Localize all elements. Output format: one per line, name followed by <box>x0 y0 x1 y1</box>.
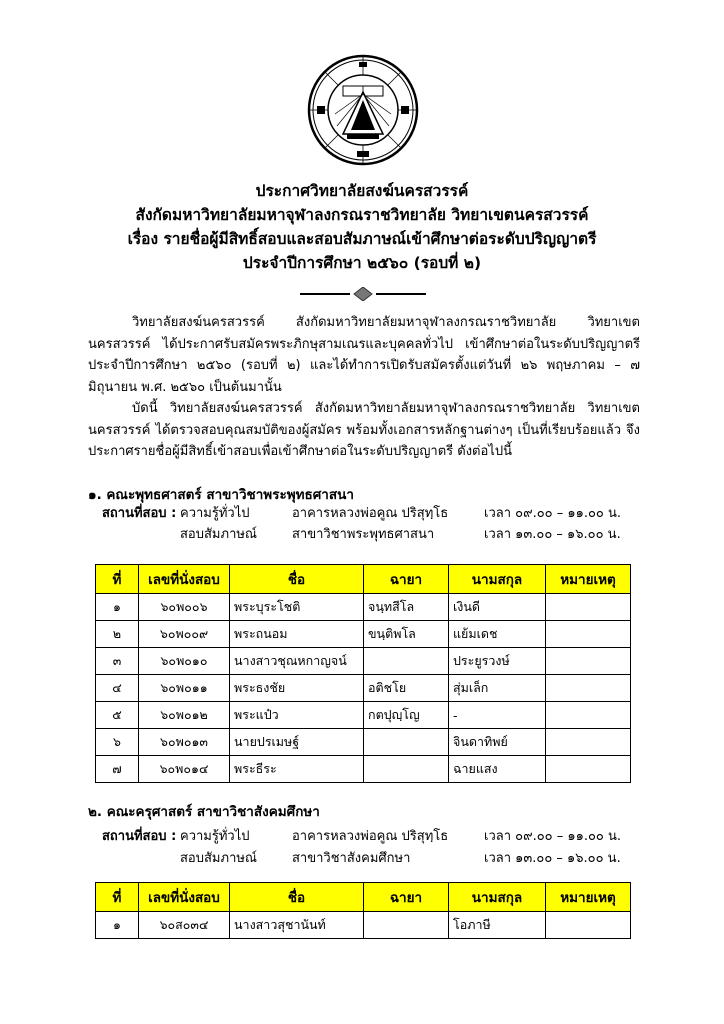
announcement-affiliation: สังกัดมหาวิทยาลัยมหาจุฬาลงกรณราชวิทยาลัย วิทยาเขตนครสวรรค์ <box>135 206 589 224</box>
col-header-name: ชื่อ <box>230 883 364 912</box>
exam-type: ความรู้ทั่วไป <box>180 506 250 521</box>
cell-chaya <box>364 756 449 783</box>
table-row <box>96 702 631 729</box>
exam-time: เวลา ๐๙.๐๐ – ๑๑.๐๐ น. <box>484 506 622 521</box>
candidate-table <box>95 882 631 939</box>
cell-no: ๕ <box>96 702 139 729</box>
exam-place: อาคารหลวงพ่อคูณ ปริสุทฺโธ <box>292 506 449 521</box>
table-row <box>96 675 631 702</box>
col-header-surname: นามสกุล <box>449 883 546 912</box>
table-row <box>96 621 631 648</box>
venue-label: สถานที่สอบ : <box>102 506 177 521</box>
cell-name: พระธีระ <box>230 756 364 783</box>
exam-time: เวลา ๑๓.๐๐ – ๑๖.๐๐ น. <box>484 527 621 542</box>
cell-chaya <box>364 912 449 939</box>
col-header-chaya: ฉายา <box>364 565 449 594</box>
cell-no: ๓ <box>96 648 139 675</box>
section-title: ๑. คณะพุทธศาสตร์ สาขาวิชาพระพุทธศาสนา <box>88 487 354 503</box>
col-header-no: ที่ <box>96 565 139 594</box>
col-header-no: ที่ <box>96 883 139 912</box>
cell-surname: ประยูรวงษ์ <box>449 648 546 675</box>
table-row <box>96 594 631 621</box>
exam-venue-row <box>96 502 656 522</box>
table-row <box>96 648 631 675</box>
cell-name: พระแป๋ว <box>230 702 364 729</box>
cell-surname: แย้มเดช <box>449 621 546 648</box>
cell-no: ๔ <box>96 675 139 702</box>
cell-name: พระถนอม <box>230 621 364 648</box>
table-header-row <box>96 883 631 912</box>
exam-type: สอบสัมภาษณ์ <box>180 851 257 866</box>
col-header-seat: เลขที่นั่งสอบ <box>139 565 230 594</box>
table-row <box>96 756 631 783</box>
exam-venue-row <box>96 825 656 845</box>
cell-chaya: อติชโย <box>364 675 449 702</box>
cell-seat: ๖๐พ๐๑๐ <box>139 648 230 675</box>
col-header-chaya: ฉายา <box>364 883 449 912</box>
cell-remark <box>546 621 631 648</box>
cell-seat: ๖๐พ๐๑๒ <box>139 702 230 729</box>
cell-chaya <box>364 648 449 675</box>
table-row <box>96 912 631 939</box>
cell-name: พระธงชัย <box>230 675 364 702</box>
exam-venue-row <box>96 523 656 543</box>
cell-name: นางสาวสุชานันท์ <box>230 912 364 939</box>
cell-seat: ๖๐พ๐๐๙ <box>139 621 230 648</box>
cell-surname: เงินดี <box>449 594 546 621</box>
cell-surname: โอภาษี <box>449 912 546 939</box>
exam-place: สาขาวิชาพระพุทธศาสนา <box>292 527 435 542</box>
cell-chaya: จนฺทสีโล <box>364 594 449 621</box>
col-header-surname: นามสกุล <box>449 565 546 594</box>
university-seal-icon <box>307 54 419 166</box>
cell-remark <box>546 912 631 939</box>
table-header-row <box>96 565 631 594</box>
cell-remark <box>546 594 631 621</box>
cell-no: ๑ <box>96 594 139 621</box>
cell-chaya: ขนฺติพโล <box>364 621 449 648</box>
cell-surname: จินดาทิพย์ <box>449 729 546 756</box>
cell-chaya <box>364 729 449 756</box>
cell-seat: ๖๐พ๐๑๑ <box>139 675 230 702</box>
ornament-divider <box>298 287 428 301</box>
announcement-paragraph: บัดนี้ วิทยาลัยสงฆ์นครสวรรค์ สังกัดมหาวิทยาลัยมหาจุฬาลงกรณราชวิทยาลัย วิทยาเขตนครสวรรค์ ได้ตรวจสอบคุณสมบัติของผู้สมัคร พร้อมทั้งเอกสารหลักฐานต่างๆ เป็นที่เรียบร้อยแล้ว จึงประกาศรายชื่อผู้มีสิทธิ์เข้าสอบเพื่อเข้าศึกษาต่อในระดับปริญญาตรี ดังต่อไปนี้ <box>88 401 640 459</box>
cell-name: พระบุระโชติ <box>230 594 364 621</box>
venue-label: สถานที่สอบ : <box>102 829 177 844</box>
cell-seat: ๖๐ส๐๓๔ <box>139 912 230 939</box>
exam-time: เวลา ๐๙.๐๐ – ๑๑.๐๐ น. <box>484 829 622 844</box>
section-title: ๒. คณะครุศาสตร์ สาขาวิชาสังคมศึกษา <box>88 804 320 820</box>
exam-type: ความรู้ทั่วไป <box>180 829 250 844</box>
announcement-subject: เรื่อง รายชื่อผู้มีสิทธิ์สอบและสอบสัมภาษณ์เข้าศึกษาต่อระดับปริญญาตรี <box>127 230 597 248</box>
col-header-remark: หมายเหตุ <box>546 883 631 912</box>
table-row <box>96 729 631 756</box>
cell-remark <box>546 648 631 675</box>
exam-type: สอบสัมภาษณ์ <box>180 527 257 542</box>
col-header-name: ชื่อ <box>230 565 364 594</box>
exam-place: อาคารหลวงพ่อคูณ ปริสุทฺโธ <box>292 829 449 844</box>
exam-place: สาขาวิชาสังคมศึกษา <box>292 851 411 866</box>
intro-paragraph: วิทยาลัยสงฆ์นครสวรรค์ สังกัดมหาวิทยาลัยมหาจุฬาลงกรณราชวิทยาลัย วิทยาเขตนครสวรรค์ ได้ประกาศรับสมัครพระภิกษุสามเณรและบุคคลทั่วไป เข้าศึกษาต่อในระดับปริญญาตรี ประจำปีการศึกษา ๒๕๖๐ (รอบที่ ๒) และได้ทำการเปิดรับสมัครตั้งแต่วันที่ ๒๖ พฤษภาคม – ๗ มิถุนายน พ.ศ. ๒๕๖๐ เป็นต้นมานั้น <box>88 315 640 395</box>
cell-no: ๒ <box>96 621 139 648</box>
cell-no: ๖ <box>96 729 139 756</box>
cell-surname: สุ่มเล็ก <box>449 675 546 702</box>
cell-no: ๑ <box>96 912 139 939</box>
announcement-title: ประกาศวิทยาลัยสงฆ์นครสวรรค์ <box>255 182 469 200</box>
cell-surname: - <box>449 702 546 729</box>
col-header-seat: เลขที่นั่งสอบ <box>139 883 230 912</box>
cell-seat: ๖๐พ๐๑๔ <box>139 756 230 783</box>
cell-remark <box>546 729 631 756</box>
exam-venue-row <box>96 847 656 867</box>
cell-remark <box>546 702 631 729</box>
cell-name: นายปรเมษฐ์ <box>230 729 364 756</box>
exam-time: เวลา ๑๓.๐๐ – ๑๖.๐๐ น. <box>484 851 621 866</box>
cell-chaya: กตปุญฺโญ <box>364 702 449 729</box>
cell-no: ๗ <box>96 756 139 783</box>
announcement-year: ประจำปีการศึกษา ๒๕๖๐ (รอบที่ ๒) <box>242 254 482 272</box>
cell-remark <box>546 756 631 783</box>
candidate-table <box>95 564 631 783</box>
col-header-remark: หมายเหตุ <box>546 565 631 594</box>
cell-remark <box>546 675 631 702</box>
cell-seat: ๖๐พ๐๑๓ <box>139 729 230 756</box>
cell-name: นางสาวชุณหกาญจน์ <box>230 648 364 675</box>
cell-seat: ๖๐พ๐๐๖ <box>139 594 230 621</box>
cell-surname: ฉายแสง <box>449 756 546 783</box>
